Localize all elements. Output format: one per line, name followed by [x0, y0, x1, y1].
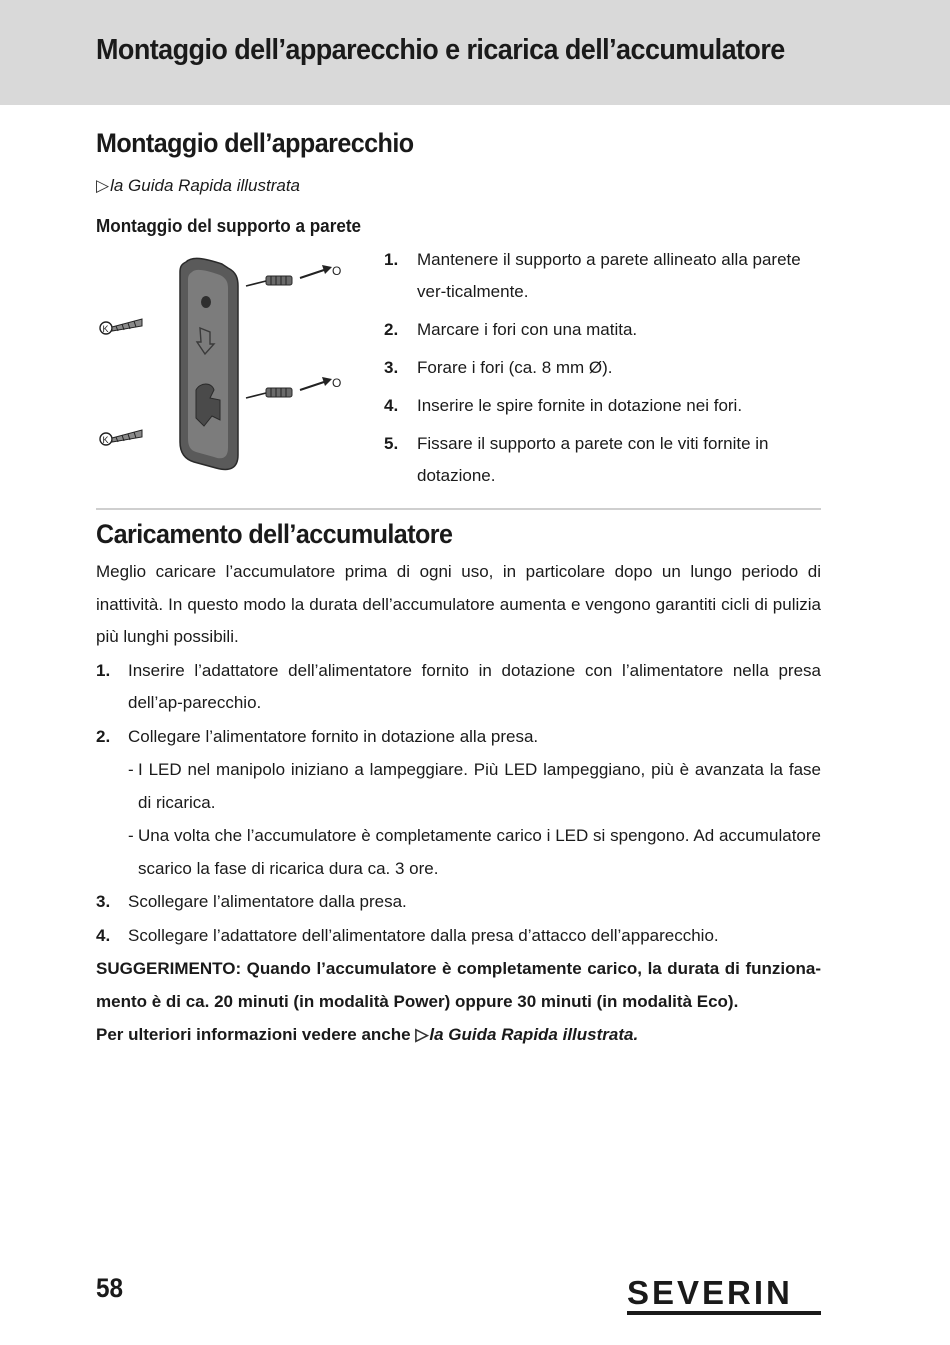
wall-mount-subtitle: Montaggio del supporto a parete	[96, 216, 362, 236]
list-item	[384, 352, 824, 384]
step-number: 4.	[96, 925, 111, 945]
wall-plug-top	[246, 264, 341, 286]
sub-list-item	[96, 754, 821, 819]
page-title: Montaggio dell’apparecchio e ricarica dell’accumulatore	[96, 34, 785, 66]
list-item	[96, 920, 821, 953]
step-number: 5.	[384, 434, 399, 453]
sub-item-text: Una volta che l’accumulatore è completamente carico i LED si spengono. Ad accumulatore scarico la fase di ricarica dura ca. 3 ore.	[138, 826, 821, 878]
brand-wordmark: SEVERIN	[627, 1274, 793, 1311]
step-number: 2.	[384, 320, 399, 339]
wall-mount-illustration	[96, 250, 356, 480]
step-text: Fissare il supporto a parete con le viti fornite in dotazione.	[417, 434, 769, 485]
label-k-top: K	[102, 324, 109, 334]
step-text: Scollegare l’alimentatore dalla presa.	[128, 892, 407, 911]
dash-bullet: -	[128, 826, 134, 845]
list-item	[384, 314, 824, 346]
charging-intro: Meglio caricare l’accumulatore prima di ogni uso, in particolare dopo un lungo periodo di inattività. In questo modo la durata dell’accumulatore aumenta e vengono garantiti cicli di pulizia più lunghi possibili.	[96, 562, 821, 646]
step-text: Inserire le spire fornite in dotazione nei fori.	[417, 396, 743, 415]
more-info-line	[96, 1019, 821, 1052]
wall-plug-bottom	[246, 376, 341, 398]
bracket-hole-top	[201, 296, 211, 308]
step-number: 1.	[96, 660, 111, 680]
screw-bottom	[100, 430, 142, 445]
triangle-marker-icon: ▷	[96, 176, 110, 195]
screw-top	[100, 319, 142, 334]
label-o-top: O	[332, 264, 342, 278]
step-number: 4.	[384, 396, 399, 415]
step-text: Inserire l’adattatore dell’alimentatore fornito in dotazione con l’alimentatore nella presa dell’ap-parecchio.	[128, 660, 821, 712]
sub-list-item	[96, 820, 821, 885]
triangle-marker-icon: ▷	[415, 1025, 429, 1044]
quick-guide-reference-text: la Guida Rapida illustrata	[110, 176, 301, 195]
section-title-mounting: Montaggio dell’apparecchio	[96, 128, 414, 158]
list-item	[384, 244, 824, 308]
step-text: Marcare i fori con una matita.	[417, 320, 638, 339]
step-number: 1.	[384, 250, 399, 269]
section-title-charging: Caricamento dell’accumulatore	[96, 519, 453, 549]
step-number: 3.	[96, 892, 111, 911]
dash-bullet: -	[128, 760, 134, 779]
tip-paragraph: SUGGERIMENTO: Quando l’accumulatore è completamente carico, la durata di funziona-mento è di ca. 20 minuti (in modalità Power) oppure 30 minuti (in modalità Eco).	[96, 959, 821, 1011]
logo-underline	[627, 1311, 821, 1315]
charging-content	[96, 556, 821, 1052]
list-item	[384, 390, 824, 422]
step-number: 3.	[384, 358, 399, 377]
step-text: Mantenere il supporto a parete allineato alla parete ver-ticalmente.	[417, 250, 801, 301]
label-k-bottom: K	[102, 435, 109, 445]
label-o-bottom: O	[332, 376, 342, 390]
quick-guide-link-text: la Guida Rapida illustrata.	[429, 1025, 639, 1044]
list-item	[96, 721, 821, 754]
list-item	[96, 886, 821, 919]
header-band	[0, 0, 950, 105]
more-info-prefix: Per ulteriori informazioni vedere anche	[96, 1025, 416, 1044]
step-text: Scollegare l’adattatore dell’alimentatore dalla presa d’attacco dell’apparecchio.	[128, 925, 719, 945]
quick-guide-reference	[96, 176, 300, 196]
step-number: 2.	[96, 726, 111, 746]
step-text: Collegare l’alimentatore fornito in dotazione alla presa.	[128, 726, 539, 746]
step-text: Forare i fori (ca. 8 mm Ø).	[417, 358, 613, 377]
page-number: 58	[96, 1273, 124, 1303]
section-divider	[96, 508, 821, 510]
wall-mount-steps	[384, 244, 824, 498]
list-item	[384, 428, 824, 492]
list-item	[96, 655, 821, 720]
severin-logo	[627, 1274, 821, 1318]
sub-item-text: I LED nel manipolo iniziano a lampeggiare. Più LED lampeggiano, più è avanzata la fase di ricarica.	[138, 760, 821, 812]
